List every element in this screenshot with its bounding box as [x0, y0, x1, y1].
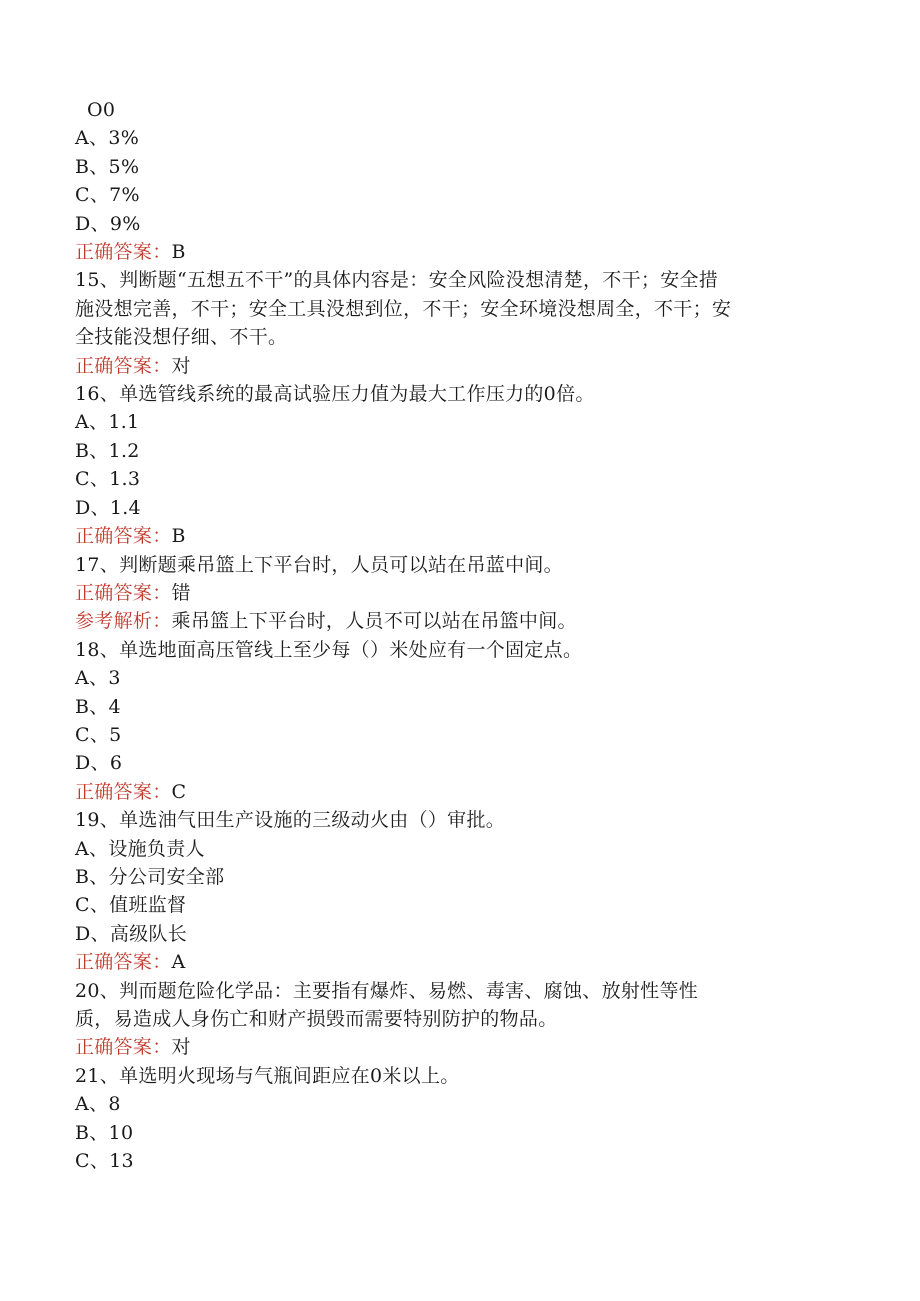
- question-21: [75, 1062, 835, 1176]
- question-18: [75, 636, 835, 806]
- answer-label: 正确答案：: [75, 581, 172, 604]
- analysis-text: 乘吊篮上下平台时，人员不可以站在吊篮中间。: [171, 610, 577, 633]
- option-b: B、1.2: [75, 439, 140, 462]
- question-text-line: 全技能没想仔细、不干。: [75, 326, 288, 349]
- question-16: [75, 380, 835, 550]
- question-text-line: 施没想完善，不干；安全工具没想到位，不干；安全环境没想周全，不干；安: [75, 297, 732, 320]
- answer-value: C: [171, 780, 187, 803]
- answer-label: 正确答案：: [75, 354, 172, 377]
- analysis-line: [75, 607, 835, 635]
- option-b: B、5%: [75, 155, 140, 178]
- answer-line: [75, 948, 835, 976]
- answer-value: 对: [171, 354, 191, 377]
- question-text: 21、单选明火现场与气瓶间距应在0米以上。: [75, 1064, 460, 1087]
- question-20: [75, 977, 835, 1062]
- option-c: C、7%: [75, 184, 140, 207]
- option-d: D、6: [75, 752, 123, 775]
- exam-page: [75, 96, 835, 1175]
- answer-label: 正确答案：: [75, 951, 172, 974]
- question-17: [75, 551, 835, 636]
- answer-value: B: [171, 525, 186, 548]
- option-c: C、值班监督: [75, 894, 187, 917]
- answer-line: [75, 579, 835, 607]
- answer-label: 正确答案：: [75, 525, 172, 548]
- analysis-label: 参考解析：: [75, 610, 172, 633]
- answer-value: 错: [171, 581, 191, 604]
- option-c: C、13: [75, 1150, 134, 1173]
- option-a: A、8: [75, 1093, 121, 1116]
- option-a: A、3: [75, 667, 121, 690]
- answer-line: [75, 1033, 835, 1061]
- question-text: 18、单选地面高压管线上至少每（）米处应有一个固定点。: [75, 638, 583, 661]
- answer-line: [75, 522, 835, 550]
- option-a: A、1.1: [75, 411, 140, 434]
- option-a: A、3%: [75, 127, 140, 150]
- option-b: B、4: [75, 695, 121, 718]
- option-d: D、1.4: [75, 496, 141, 519]
- answer-line: [75, 778, 835, 806]
- answer-value: B: [171, 241, 186, 264]
- question-14-tail: [75, 124, 835, 266]
- option-b: B、分公司安全部: [75, 865, 225, 888]
- option-d: D、高级队长: [75, 922, 188, 945]
- question-15: [75, 266, 835, 380]
- option-b: B、10: [75, 1121, 134, 1144]
- text-fragment: O0: [87, 99, 116, 121]
- question-text: 16、单选管线系统的最高试验压力值为最大工作压力的0倍。: [75, 383, 595, 406]
- question-text-line: 20、判而题危险化学品：主要指有爆炸、易燃、毒害、腐蚀、放射性等性: [75, 979, 699, 1002]
- answer-line: [75, 352, 835, 380]
- question-text-line: 15、判断题“五想五不干”的具体内容是：安全风险没想清楚，不干；安全措: [75, 269, 719, 292]
- option-d: D、9%: [75, 212, 141, 235]
- answer-label: 正确答案：: [75, 241, 172, 264]
- option-c: C、1.3: [75, 468, 141, 491]
- answer-value: A: [171, 951, 186, 974]
- answer-value: 对: [171, 1036, 191, 1059]
- option-c: C、5: [75, 723, 122, 746]
- question-19: [75, 806, 835, 976]
- question-text-line: 质，易造成人身伤亡和财产损毁而需要特别防护的物品。: [75, 1008, 558, 1030]
- answer-label: 正确答案：: [75, 1036, 172, 1059]
- answer-label: 正确答案：: [75, 780, 172, 803]
- answer-line: [75, 238, 835, 266]
- option-a: A、设施负责人: [75, 837, 205, 860]
- question-text: 19、单选油气田生产设施的三级动火由（）审批。: [75, 809, 506, 832]
- question-text: 17、判断题乘吊篮上下平台时，人员可以站在吊蓝中间。: [75, 553, 563, 576]
